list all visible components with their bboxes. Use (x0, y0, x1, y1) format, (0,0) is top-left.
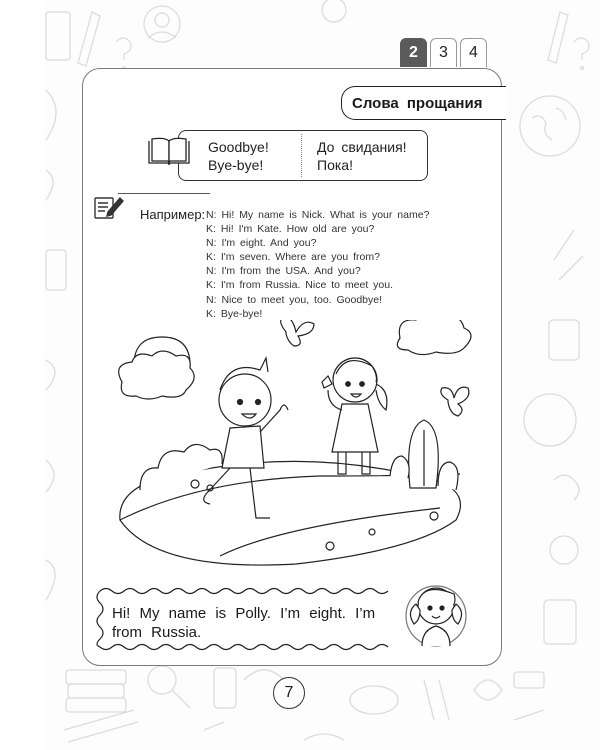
tab-2[interactable]: 2 (400, 38, 427, 67)
notepad-pencil-icon (94, 194, 124, 220)
open-book-icon (147, 137, 191, 167)
dialog-line: K: I'm from Russia. Nice to meet you. (206, 279, 393, 292)
page-number: 7 (273, 677, 305, 709)
page-tabs (400, 38, 487, 67)
vocab-english-2: Bye-bye! (208, 157, 264, 173)
dialog-line: N: Nice to meet you, too. Goodbye! (206, 293, 383, 306)
vocab-english (208, 138, 269, 174)
dialog-line: K: Bye-bye! (206, 307, 263, 320)
dialog-line: N: Hi! My name is Nick. What is your name? (206, 209, 430, 221)
kids-on-hill-illustration (100, 320, 500, 580)
dialog-line: N: I'm from the USA. And you? (206, 265, 361, 278)
dialog-line: K: I'm seven. Where are you from? (206, 251, 380, 264)
example-label: Например: (140, 207, 206, 222)
speech-bubble-text (104, 590, 404, 646)
tab-3[interactable]: 3 (430, 38, 457, 67)
vocab-russian-2: Пока! (317, 157, 353, 173)
tab-4[interactable]: 4 (460, 38, 487, 67)
speech-line-1: Hi! My name is Polly. I’m eight. I’m (112, 605, 376, 622)
vocab-russian (317, 138, 407, 174)
vocab-english-1: Goodbye! (208, 139, 269, 155)
dialog-line: N: I'm eight. And you? (206, 237, 317, 250)
note-divider (118, 193, 210, 194)
dialog-line: K: Hi! I'm Kate. How old are you? (206, 223, 375, 236)
section-title: Слова прощания (341, 86, 506, 120)
speech-line-2: from Russia. (112, 624, 202, 641)
girl-avatar-icon (402, 572, 472, 652)
vocab-russian-1: До свидания! (317, 139, 407, 155)
vocab-divider (301, 134, 302, 177)
example-dialog (206, 208, 429, 321)
